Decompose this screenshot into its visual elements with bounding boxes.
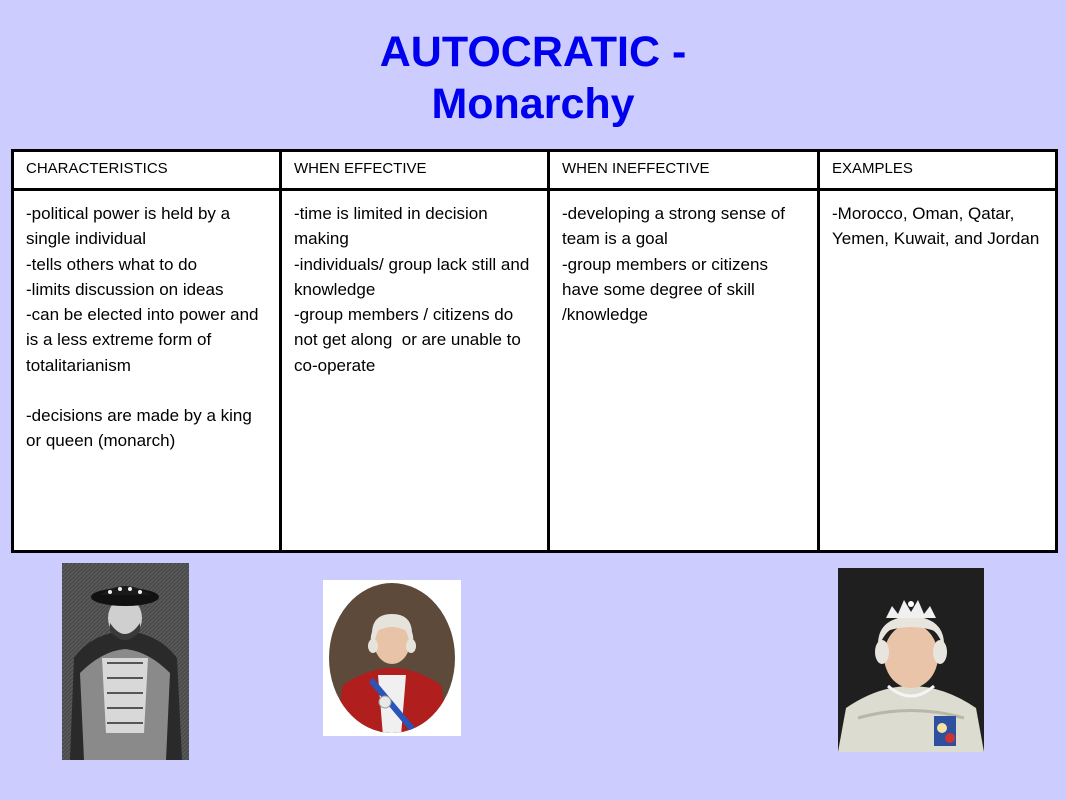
cell-when-ineffective [549,190,819,552]
list-item: -decisions are made by a king or queen (monarch) [26,406,257,451]
cell-characteristics [13,190,281,552]
list-item: -individuals/ group lack still and knowledge [294,254,535,299]
header-when-ineffective: WHEN INEFFECTIVE [549,151,819,190]
list-item: -limits discussion on ideas [26,279,224,299]
list-item: -group members / citizens do not get along or are unable to co-operate [294,305,526,375]
header-when-effective: WHEN EFFECTIVE [281,151,549,190]
slide-title [0,26,1066,130]
henry-viii-portrait-image [62,563,189,760]
list-item: -can be elected into power and is a less extreme form of totalitarianism [26,305,264,375]
cell-when-effective [281,190,549,552]
header-characteristics: CHARACTERISTICS [13,151,281,190]
list-item: -tells others what to do [26,254,198,274]
list-item: -political power is held by a single individual [26,204,235,249]
queen-elizabeth-portrait-image [838,568,984,752]
header-examples: EXAMPLES [819,151,1057,190]
title-line-2: Monarchy [431,80,635,128]
cell-examples [819,190,1057,552]
table-header-row [13,151,1057,190]
spacer [26,378,269,403]
table-row [13,190,1057,552]
louis-xvi-portrait-image [323,580,461,736]
list-item: -developing a strong sense of team is a goal [562,204,790,249]
list-item: -Morocco, Oman, Qatar, Yemen, Kuwait, and Jordan [832,204,1040,249]
list-item: -group members or citizens have some degree of skill /knowledge [562,254,778,325]
title-line-1: AUTOCRATIC - [379,28,687,76]
list-item: -time is limited in decision making [294,204,493,249]
monarchy-table [11,149,1058,553]
